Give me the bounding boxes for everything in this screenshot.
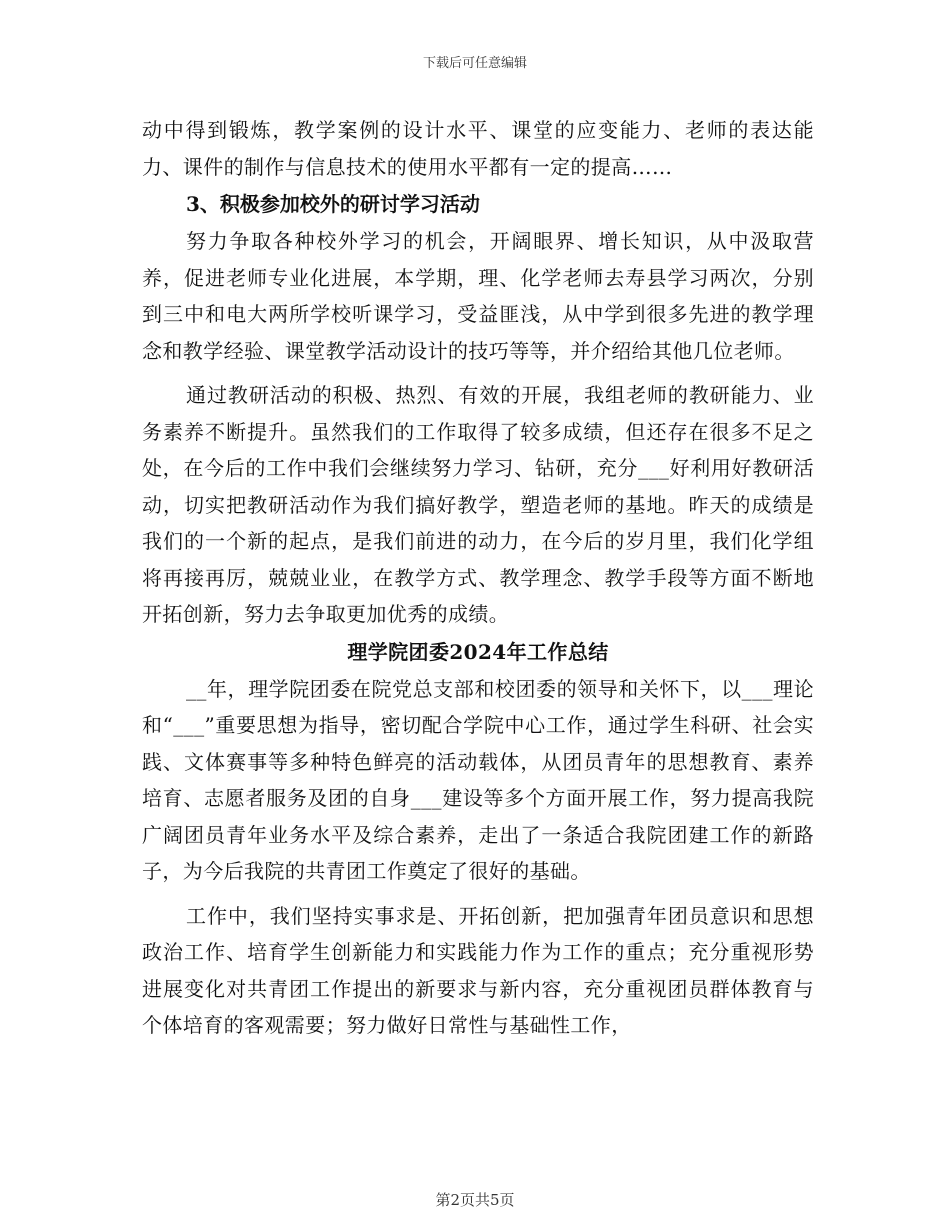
body-paragraph: 努力争取各种校外学习的机会，开阔眼界、增长知识，从中汲取营养，促进老师专业化进展，本学期，理、化学老师去寿县学习两次，分别到三中和电大两所学校听课学习，受益匪浅，从中学到很多先进的教学理念和教学经验、课堂教学活动设计的技巧等等，并介绍给其他几位老师。	[142, 229, 814, 363]
document-title: 理学院团委2024年工作总结	[347, 639, 609, 664]
continuation-paragraph: 动中得到锻炼，教学案例的设计水平、课堂的应变能力、老师的表达能力、课件的制作与信息技术的使用水平都有一定的提高……	[142, 118, 814, 179]
page-header-note: 下载后可任意编辑	[422, 56, 527, 71]
body-paragraph: 工作中，我们坚持实事求是、开拓创新，把加强青年团员意识和思想政治工作、培育学生创新能力和实践能力作为工作的重点；充分重视形势进展变化对共青团工作提出的新要求与新内容，充分重视团员群体教育与个体培育的客观需要；努力做好日常性与基础性工作，	[142, 903, 814, 1037]
page-number: 第2页共5页	[435, 1191, 515, 1209]
body-paragraph: __年，理学院团委在院党总支部和校团委的领导和关怀下，以___理论和“___”重要思想为指导，密切配合学院中心工作，通过学生科研、社会实践、文体赛事等多种特色鲜亮的活动载体，从团员青年的思想教育、素养培育、志愿者服务及团的自身___建设等多个方面开展工作，努力提高我院广阔团员青年业务水平及综合素养，走出了一条适合我院团建工作的新路子，为今后我院的共青团工作奠定了很好的基础。	[142, 676, 814, 883]
section-heading: 3、积极参加校外的研讨学习活动	[186, 192, 480, 216]
body-paragraph: 通过教研活动的积极、热烈、有效的开展，我组老师的教研能力、业务素养不断提升。虽然我们的工作取得了较多成绩，但还存在很多不足之处，在今后的工作中我们会继续努力学习、钻研，充分___好利用好教研活动，切实把教研活动作为我们搞好教学，塑造老师的基地。昨天的成绩是我们的一个新的起点，是我们前进的动力，在今后的岁月里，我们化学组将再接再厉，兢兢业业，在教学方式、教学理念、教学手段等方面不断地开拓创新，努力去争取更加优秀的成绩。	[142, 383, 814, 626]
document-body	[142, 112, 814, 1044]
